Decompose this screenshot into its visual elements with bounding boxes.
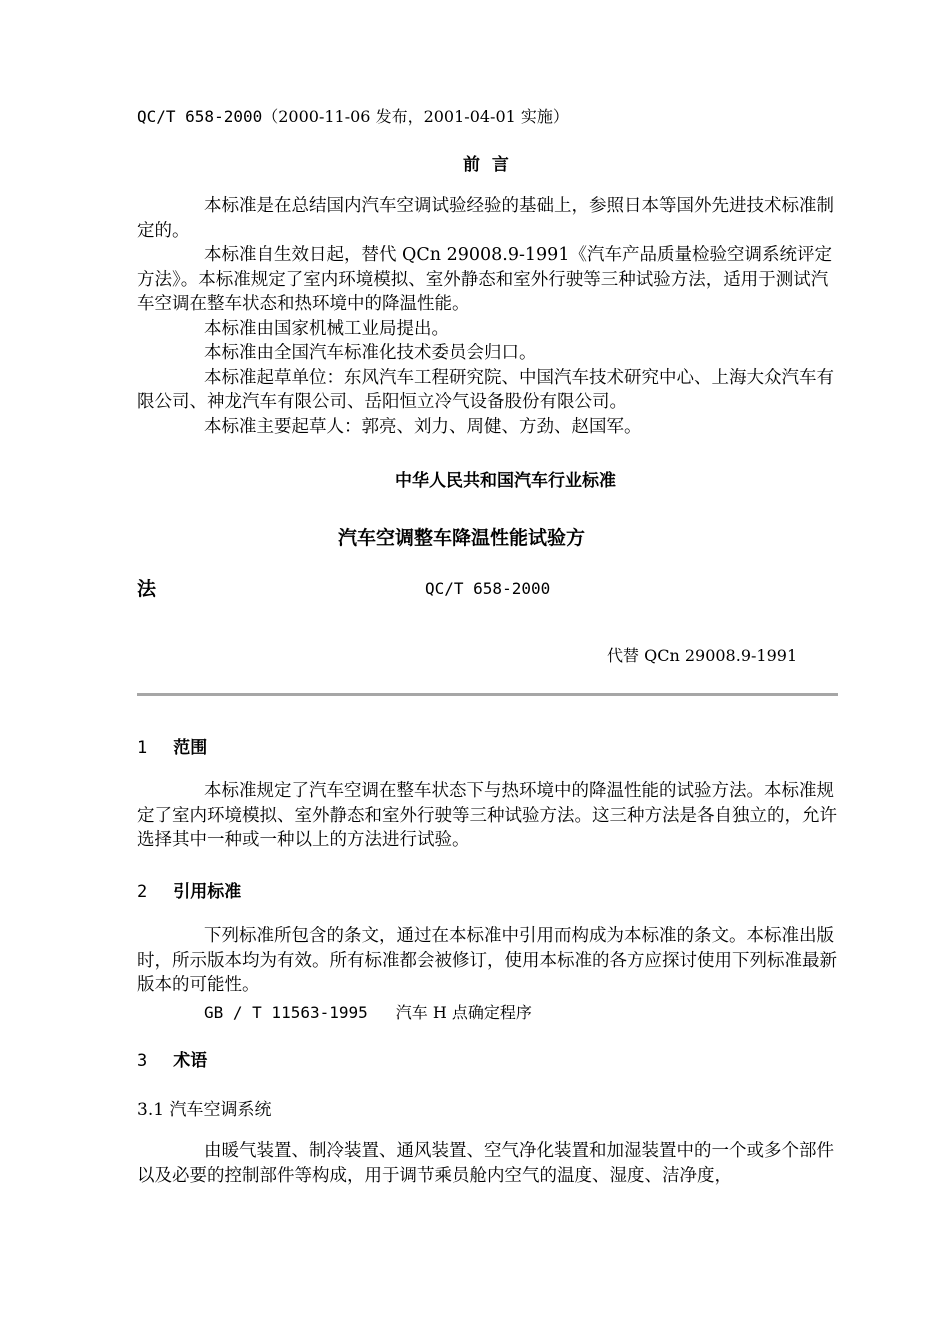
reference-line (204, 1000, 532, 1023)
foreword-paragraph: 本标准起草单位：东风汽车工程研究院、中国汽车技术研究中心、上海大众汽车有限公司、神龙汽车有限公司、岳阳恒立冷气设备股份有限公司。 (137, 367, 834, 412)
section-number: 3 (137, 1051, 148, 1071)
header-line (137, 104, 569, 127)
reference-title: 汽车 H 点确定程序 (395, 1003, 532, 1022)
foreword-paragraph: 本标准由全国汽车标准化技术委员会归口。 (204, 343, 537, 363)
standard-code: QC/T 658-2000 (425, 579, 551, 598)
section-body (137, 924, 837, 998)
section-heading (137, 1046, 207, 1071)
foreword-paragraph: 本标准由国家机械工业局提出。 (204, 318, 449, 339)
foreword-title: 前 言 (463, 155, 509, 175)
section-paragraph: 由暖气装置、制冷装置、通风装置、空气净化装置和加湿装置中的一个或多个部件以及必要的控制部件等构成，用于调节乘员舱内空气的温度、湿度、洁净度， (137, 1141, 834, 1186)
section-paragraph: 下列标准所包含的条文，通过在本标准中引用而构成为本标准的条文。本标准出版时，所示版本均为有效。所有标准都会被修订，使用本标准的各方应探讨使用下列标准最新版本的可能性。 (137, 926, 837, 995)
section-paragraph: 本标准规定了汽车空调在整车状态下与热环境中的降温性能的试验方法。本标准规定了室内环境模拟、室外静态和室外行驶等三种试验方法。这三种方法是各自独立的，允许选择其中一种或一种以上的方法进行试验。 (137, 781, 837, 850)
section-body (137, 779, 837, 853)
standard-category: 中华人民共和国汽车行业标准 (395, 471, 616, 491)
foreword-paragraph: 本标准是在总结国内汽车空调试验经验的基础上，参照日本等国外先进技术标准制定的。 (137, 196, 834, 241)
standard-title: 汽车空调整车降温性能试验方 (338, 527, 586, 549)
section-number: 2 (137, 882, 148, 902)
foreword-paragraph: 本标准自生效日起，替代 QCn 29008.9-1991《汽车产品质量检验空调系统评定方法》。本标准规定了室内环境模拟、室外静态和室外行驶等三种试验方法，适用于测试汽车空调在整车状态和热环境中的降温性能。 (137, 245, 832, 314)
reference-code: GB / T 11563-1995 (204, 1003, 368, 1022)
section-heading (137, 877, 241, 902)
foreword-paragraph: 本标准主要起草人：郭亮、刘力、周健、方劲、赵国军。 (204, 416, 642, 437)
standard-title-continued: 法 (137, 578, 157, 600)
subsection-title: 3.1 汽车空调系统 (137, 1100, 272, 1120)
foreword-body (137, 194, 837, 439)
section-heading (137, 733, 207, 758)
header-divider (137, 693, 838, 696)
section-number: 1 (137, 738, 148, 758)
header-dates: （2000-11-06 发布，2001-04-01 实施） (262, 107, 569, 126)
section-body (137, 1139, 837, 1188)
section-title: 术语 (173, 1051, 208, 1071)
section-title: 范围 (173, 738, 208, 758)
replaces-note: 代替 QCn 29008.9-1991 (607, 646, 798, 665)
header-code: QC/T 658-2000 (137, 107, 263, 126)
section-title: 引用标准 (173, 882, 242, 902)
